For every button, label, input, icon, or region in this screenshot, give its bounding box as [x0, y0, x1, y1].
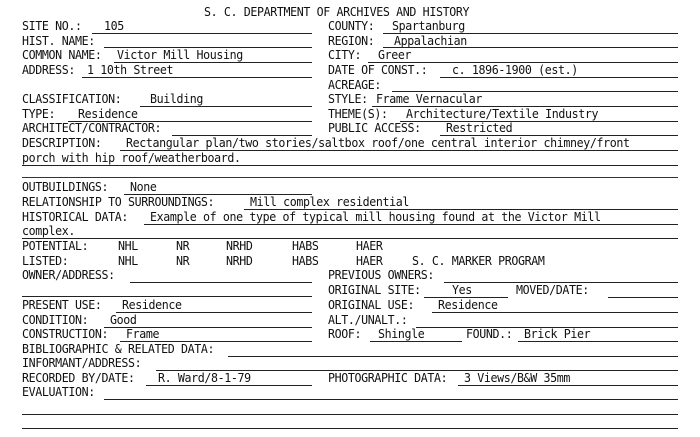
- county-label: COUNTY:: [328, 18, 375, 33]
- present-use-line: [116, 312, 312, 313]
- original-use-label: ORIGINAL USE:: [328, 297, 415, 312]
- found-label: FOUND.:: [466, 326, 513, 341]
- public-access-label: PUBLIC ACCESS:: [328, 120, 421, 135]
- historical-line-2: complex.: [22, 223, 76, 238]
- present-use-value: Residence: [122, 297, 182, 312]
- classification-label: CLASSIFICATION:: [22, 91, 122, 106]
- potential-nhl: NHL: [118, 238, 138, 253]
- photographic-line: [458, 385, 678, 386]
- potential-nr: NR: [176, 238, 190, 253]
- listed-label: LISTED:: [22, 253, 69, 268]
- city-label: CITY:: [328, 47, 362, 62]
- marker-program: S. C. MARKER PROGRAM: [412, 253, 545, 268]
- historical-label: HISTORICAL DATA:: [22, 209, 129, 224]
- type-value: Residence: [78, 106, 138, 121]
- recorded-label: RECORDED BY/DATE:: [22, 370, 135, 385]
- classification-line: [140, 106, 312, 107]
- style-value: Frame Vernacular: [376, 91, 483, 106]
- historical-rule-1: [144, 224, 678, 225]
- region-line: [383, 47, 678, 48]
- acreage-label: ACREAGE:: [328, 77, 382, 92]
- alt-unalt-label: ALT./UNALT.:: [328, 312, 408, 327]
- site-no-line: [92, 33, 312, 34]
- recorded-line: [146, 385, 312, 386]
- photographic-label: PHOTOGRAPHIC DATA:: [328, 370, 448, 385]
- found-line: [518, 341, 678, 342]
- description-line-1: Rectangular plan/two stories/saltbox roof/one central interior chimney/front: [126, 135, 630, 150]
- construction-value: Frame: [126, 326, 160, 341]
- common-name-value: Victor Mill Housing: [117, 47, 243, 62]
- public-access-value: Restricted: [446, 120, 513, 135]
- moved-date-label: MOVED/DATE:: [516, 282, 589, 297]
- evaluation-line-3: [22, 428, 678, 429]
- owner-line: [130, 282, 312, 283]
- address-label: ADDRESS:: [22, 62, 76, 77]
- historical-line-1: Example of one type of typical mill housing found at the Victor Mill: [150, 209, 601, 224]
- style-label: STYLE:: [328, 91, 368, 106]
- region-label: REGION:: [328, 33, 375, 48]
- type-label: TYPE:: [22, 106, 56, 121]
- potential-label: POTENTIAL:: [22, 238, 89, 253]
- recorded-value: R. Ward/8-1-79: [158, 370, 251, 385]
- outbuildings-label: OUTBUILDINGS:: [22, 179, 109, 194]
- roof-label: ROOF:: [328, 326, 362, 341]
- region-value: Appalachian: [394, 33, 467, 48]
- original-site-label: ORIGINAL SITE:: [328, 282, 421, 297]
- previous-owners-label: PREVIOUS OWNERS:: [328, 267, 435, 282]
- construction-label: CONSTRUCTION:: [22, 326, 109, 341]
- listed-haer: HAER: [356, 253, 383, 268]
- section-separator: [22, 177, 678, 178]
- classification-value: Building: [150, 91, 204, 106]
- condition-label: CONDITION:: [22, 312, 89, 327]
- site-no-value: 105: [104, 18, 124, 33]
- architect-label: ARCHITECT/CONTRACTOR:: [22, 120, 162, 135]
- city-value: Greer: [378, 47, 412, 62]
- address-line: [82, 77, 312, 78]
- themes-label: THEME(S):: [328, 106, 388, 121]
- hist-name-label: HIST. NAME:: [22, 33, 95, 48]
- evaluation-line: [104, 399, 678, 400]
- original-use-value: Residence: [438, 297, 498, 312]
- date-const-value: c. 1896-1900 (est.): [452, 62, 578, 77]
- present-use-label: PRESENT USE:: [22, 297, 102, 312]
- moved-date-line: [608, 297, 678, 298]
- listed-nhl: NHL: [118, 253, 138, 268]
- photographic-value: 3 Views/B&W 35mm: [464, 370, 571, 385]
- listed-nrhd: NRHD: [226, 253, 253, 268]
- description-rule-2: [22, 165, 678, 166]
- owner-label: OWNER/ADDRESS:: [22, 267, 115, 282]
- evaluation-line-2: [22, 414, 678, 415]
- evaluation-label: EVALUATION:: [22, 384, 95, 399]
- description-line-2: porch with hip roof/weatherboard.: [22, 150, 241, 165]
- description-label: DESCRIPTION:: [22, 135, 102, 150]
- form-title: S. C. DEPARTMENT OF ARCHIVES AND HISTORY: [204, 4, 470, 19]
- potential-nrhd: NRHD: [226, 238, 253, 253]
- outbuildings-value: None: [130, 179, 157, 194]
- condition-value: Good: [110, 312, 137, 327]
- address-value: 1 10th Street: [87, 62, 174, 77]
- bibliographic-line: [228, 356, 678, 357]
- themes-line: [400, 121, 678, 122]
- potential-habs: HABS: [292, 238, 319, 253]
- listed-nr: NR: [176, 253, 190, 268]
- relationship-label: RELATIONSHIP TO SURROUNDINGS:: [22, 194, 215, 209]
- site-no-label: SITE NO.:: [22, 18, 82, 33]
- county-value: Spartanburg: [392, 18, 465, 33]
- roof-value: Shingle: [378, 326, 425, 341]
- relationship-value: Mill complex residential: [250, 194, 410, 209]
- common-name-label: COMMON NAME:: [22, 47, 102, 62]
- listed-habs: HABS: [292, 253, 319, 268]
- date-const-line: [440, 77, 678, 78]
- themes-value: Architecture/Textile Industry: [406, 106, 599, 121]
- roof-line: [370, 341, 462, 342]
- found-value: Brick Pier: [524, 326, 591, 341]
- bibliographic-label: BIBLIOGRAPHIC & RELATED DATA:: [22, 341, 215, 356]
- informant-label: INFORMANT/ADDRESS:: [22, 355, 142, 370]
- original-use-line: [432, 312, 678, 313]
- potential-haer: HAER: [356, 238, 383, 253]
- date-const-label: DATE OF CONST.:: [328, 62, 428, 77]
- original-site-value: Yes: [452, 282, 472, 297]
